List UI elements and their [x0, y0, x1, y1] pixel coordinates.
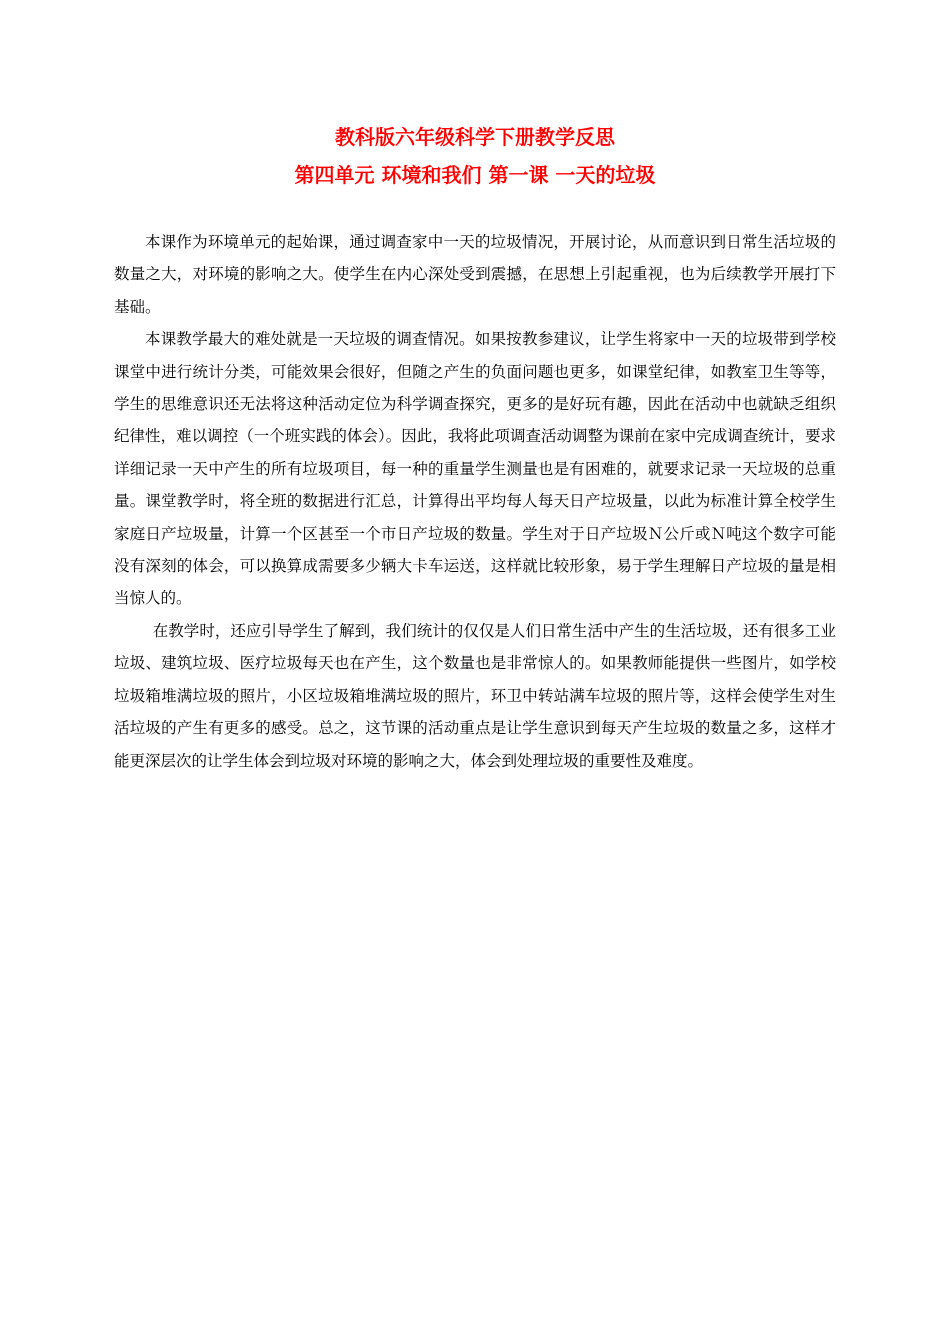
- paragraph-2: 本课教学最大的难处就是一天垃圾的调查情况。如果按教参建议，让学生将家中一天的垃圾带到学校课堂中进行统计分类，可能效果会很好，但随之产生的负面问题也更多，如课堂纪律，如教室卫生等等，学生的思维意识还无法将这种活动定位为科学调查探究，更多的是好玩有趣，因此在活动中也就缺乏组织纪律性，难以调控（一个班实践的体会）。因此，我将此项调查活动调整为课前在家中完成调查统计，要求详细记录一天中产生的所有垃圾项目，每一种的重量学生测量也是有困难的，就要求记录一天垃圾的总重量。课堂教学时，将全班的数据进行汇总，计算得出平均每人每天日产垃圾量，以此为标准计算全校学生家庭日产垃圾量，计算一个区甚至一个市日产垃圾的数量。学生对于日产垃圾Ｎ公斤或Ｎ吨这个数字可能没有深刻的体会，可以换算成需要多少辆大卡车运送，这样就比较形象，易于学生理解日产垃圾的量是相当惊人的。: [114, 330, 836, 608]
- document-title: 教科版六年级科学下册教学反思: [335, 125, 615, 149]
- document-body: [114, 226, 836, 777]
- paragraph-3: 在教学时，还应引导学生了解到，我们统计的仅仅是人们日常生活中产生的生活垃圾，还有很多工业垃圾、建筑垃圾、医疗垃圾每天也在产生，这个数量也是非常惊人的。如果教师能提供一些图片，如学校垃圾箱堆满垃圾的照片，小区垃圾箱堆满垃圾的照片，环卫中转站满车垃圾的照片等，这样会使学生对生活垃圾的产生有更多的感受。总之，这节课的活动重点是让学生意识到每天产生垃圾的数量之多，这样才能更深层次的让学生体会到垃圾对环境的影响之大，体会到处理垃圾的重要性及难度。: [114, 621, 836, 770]
- title-block: [0, 118, 950, 194]
- paragraph-1: 本课作为环境单元的起始课，通过调查家中一天的垃圾情况，开展讨论，从而意识到日常生活垃圾的数量之大，对环境的影响之大。使学生在内心深处受到震撼，在思想上引起重视，也为后续教学开展打下基础。: [114, 233, 836, 316]
- document-subtitle: 第四单元 环境和我们 第一课 一天的垃圾: [294, 163, 656, 187]
